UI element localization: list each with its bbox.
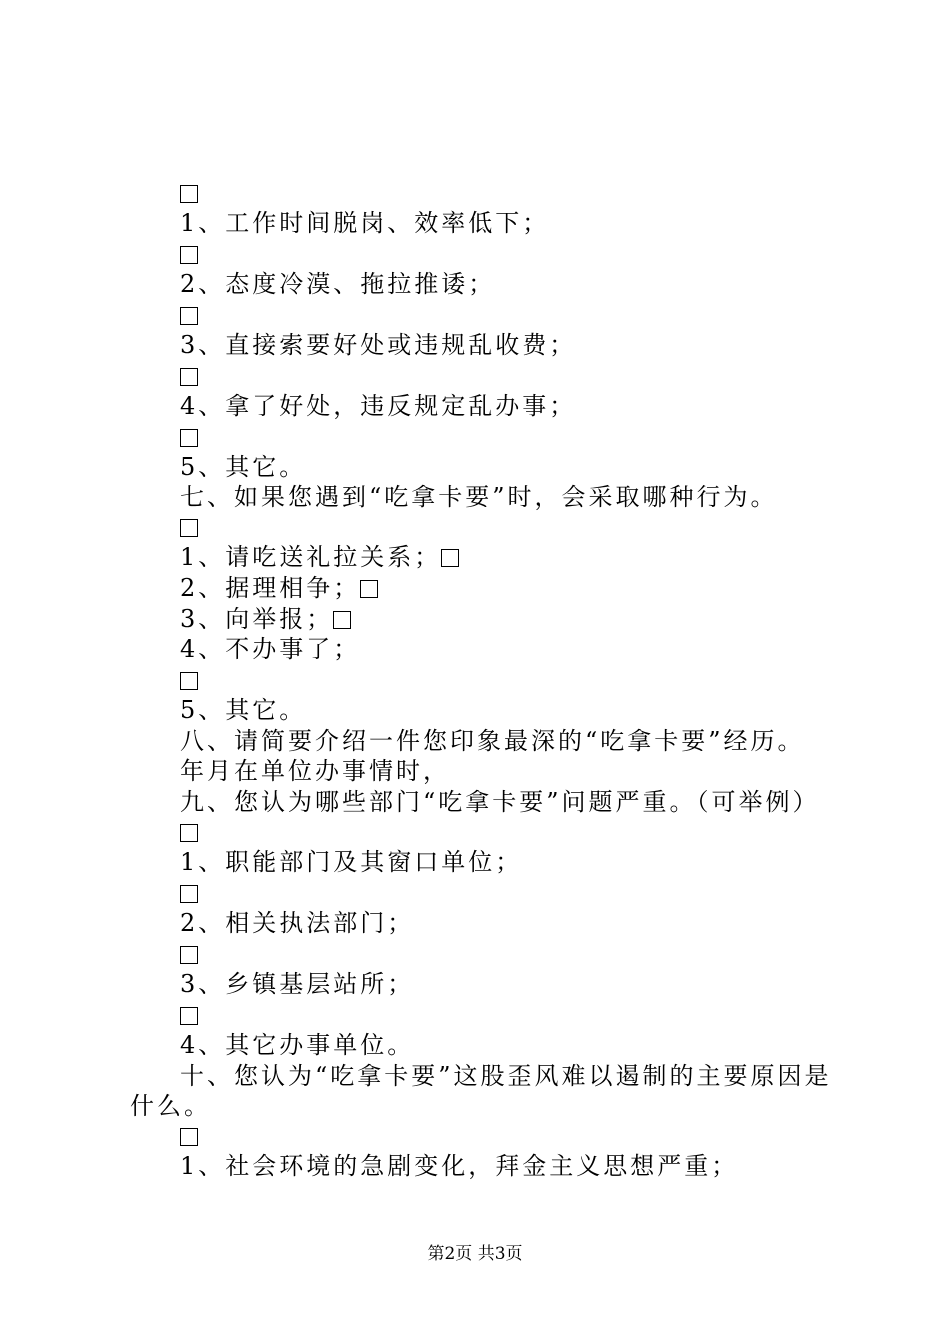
option-text: 1、社会环境的急剧变化，拜金主义思想严重； [180, 1152, 739, 1180]
checkbox[interactable] [180, 239, 198, 269]
option-row [180, 542, 459, 572]
checkbox[interactable] [180, 817, 198, 847]
question-ten-continued: 什么。 [130, 1092, 211, 1120]
checkbox[interactable] [180, 878, 198, 908]
checkbox[interactable] [360, 580, 378, 598]
checkbox[interactable] [180, 361, 198, 391]
answer-text: 年月在单位办事情时， [180, 757, 450, 785]
option-text: 3、直接索要好处或违规乱收费； [180, 331, 577, 359]
page-footer: 第2页 共3页 [427, 1244, 523, 1264]
option-row [180, 604, 351, 634]
checkbox[interactable] [180, 422, 198, 452]
option-text: 4、不办事了； [180, 635, 361, 663]
option-text: 4、其它办事单位。 [180, 1031, 415, 1059]
question-seven: 七、如果您遇到“吃拿卡要”时，会采取哪种行为。 [180, 483, 778, 511]
checkbox[interactable] [180, 939, 198, 969]
option-text: 5、其它。 [180, 453, 307, 481]
option-text: 3、向举报； [180, 605, 334, 633]
option-text: 4、拿了好处，违反规定乱办事； [180, 392, 577, 420]
checkbox[interactable] [333, 611, 351, 629]
checkbox[interactable] [180, 1000, 198, 1030]
question-eight: 八、请简要介绍一件您印象最深的“吃拿卡要”经历。 [180, 727, 805, 755]
option-text: 2、据理相争； [180, 574, 361, 602]
checkbox[interactable] [180, 178, 198, 208]
checkbox[interactable] [441, 549, 459, 567]
checkbox[interactable] [180, 1121, 198, 1151]
option-text: 5、其它。 [180, 696, 307, 724]
checkbox[interactable] [180, 300, 198, 330]
option-text: 1、请吃送礼拉关系； [180, 543, 442, 571]
option-text: 3、乡镇基层站所； [180, 970, 415, 998]
option-text: 2、相关执法部门； [180, 909, 415, 937]
question-nine: 九、您认为哪些部门“吃拿卡要”问题严重。（可举例） [180, 788, 820, 816]
option-row [180, 573, 378, 603]
question-ten: 十、您认为“吃拿卡要”这股歪风难以遏制的主要原因是 [180, 1062, 832, 1090]
option-text: 1、工作时间脱岗、效率低下； [180, 209, 550, 237]
checkbox[interactable] [180, 665, 198, 695]
option-text: 1、职能部门及其窗口单位； [180, 848, 523, 876]
checkbox[interactable] [180, 512, 198, 542]
option-text: 2、态度冷漠、拖拉推诿； [180, 270, 496, 298]
